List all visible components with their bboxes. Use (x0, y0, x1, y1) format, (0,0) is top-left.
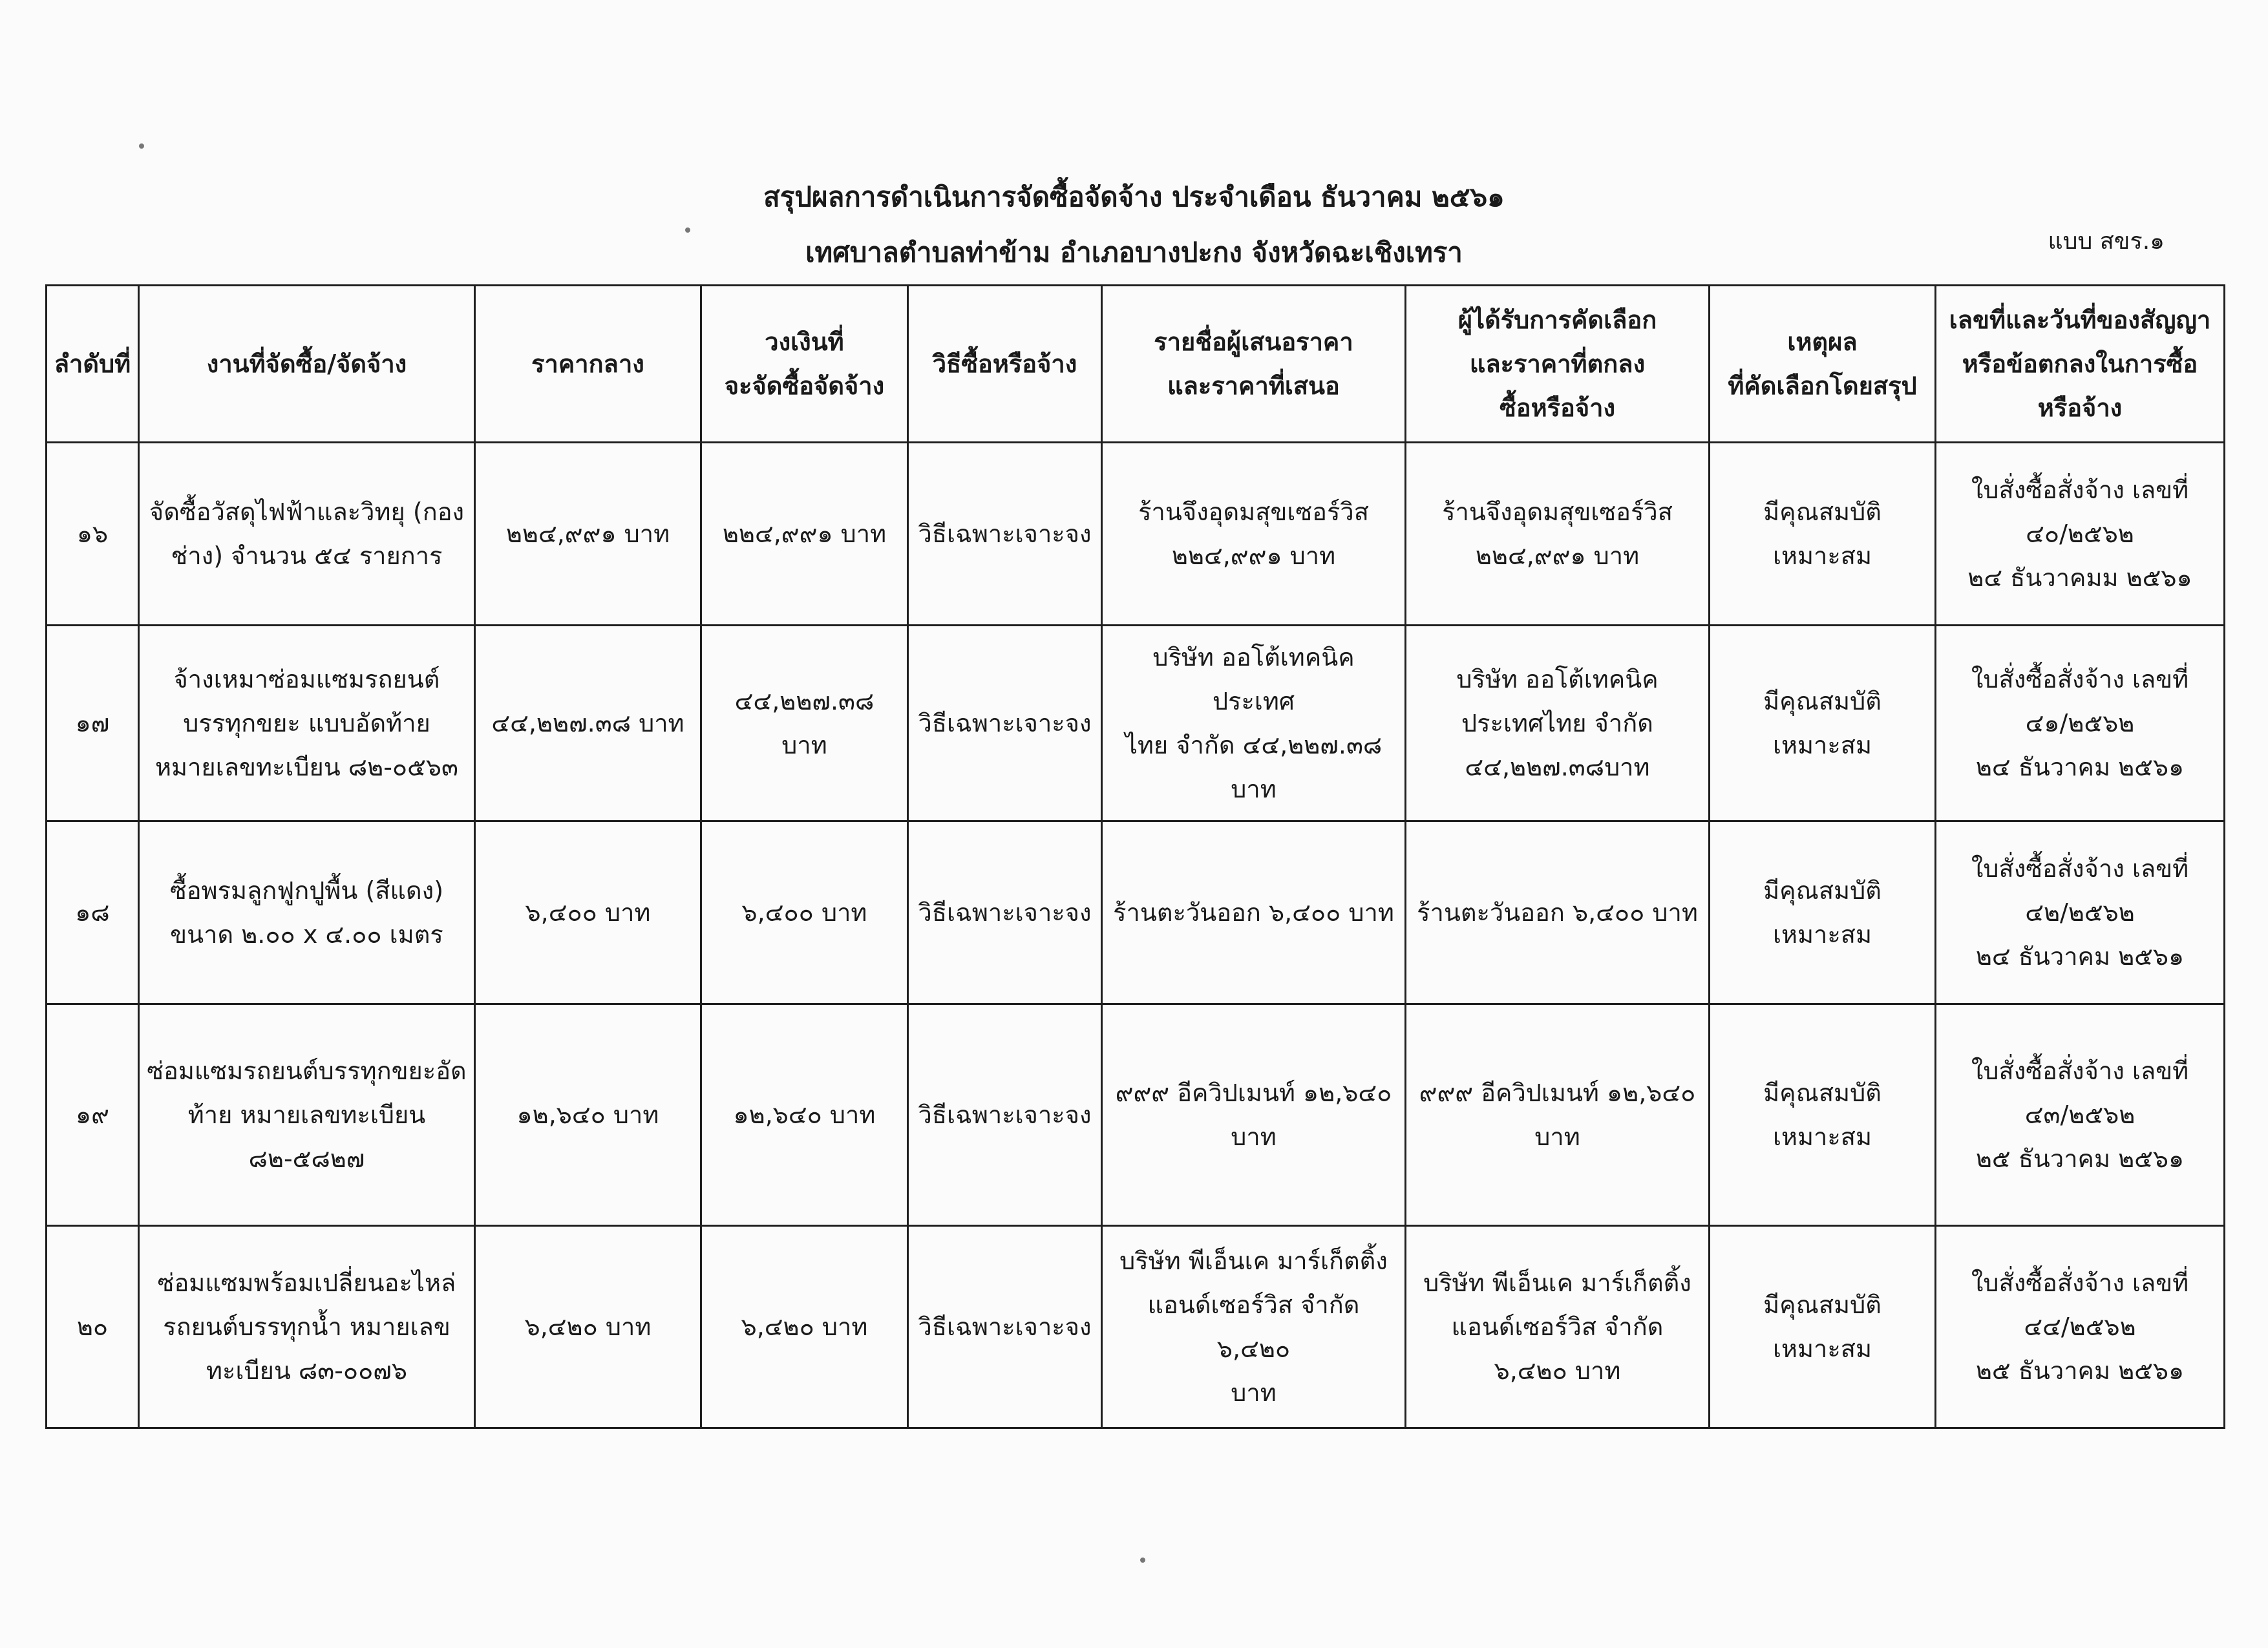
cell-bidders: ๙๙๙ อีควิปเมนท์ ๑๒,๖๔๐ บาท (1102, 1004, 1406, 1226)
cell-item: จัดซื้อวัสดุไฟฟ้าและวิทยุ (กอง ช่าง) จำนวน ๕๔ รายการ (139, 443, 475, 626)
cell-item: ซ่อมแซมพร้อมเปลี่ยนอะไหล่ รถยนต์บรรทุกน้ำ หมายเลข ทะเบียน ๘๓-๐๐๗๖ (139, 1226, 475, 1428)
cell-reason: มีคุณสมบัติ เหมาะสม (1710, 1004, 1936, 1226)
header-bidders: รายชื่อผู้เสนอราคา และราคาที่เสนอ (1102, 286, 1406, 443)
cell-winner: ๙๙๙ อีควิปเมนท์ ๑๒,๖๔๐ บาท (1406, 1004, 1710, 1226)
cell-no: ๑๙ (47, 1004, 139, 1226)
header-item: งานที่จัดซื้อ/จัดจ้าง (139, 286, 475, 443)
header-no: ลำดับที่ (47, 286, 139, 443)
cell-reason: มีคุณสมบัติ เหมาะสม (1710, 443, 1936, 626)
cell-bidders: ร้านจึงอุดมสุขเซอร์วิส ๒๒๔,๙๙๑ บาท (1102, 443, 1406, 626)
cell-item: ซื้อพรมลูกฟูกปูพื้น (สีแดง) ขนาด ๒.๐๐ x ๔.๐๐ เมตร (139, 821, 475, 1004)
cell-median-price: ๖,๔๐๐ บาท (475, 821, 701, 1004)
procurement-table (45, 284, 2225, 1429)
cell-budget: ๒๒๔,๙๙๑ บาท (701, 443, 908, 626)
header-median-price: ราคากลาง (475, 286, 701, 443)
scan-speck (139, 143, 144, 149)
cell-budget: ๑๒,๖๔๐ บาท (701, 1004, 908, 1226)
cell-contract: ใบสั่งซื้อสั่งจ้าง เลขที่ ๔๑/๒๕๖๒ ๒๔ ธันวาคม ๒๕๖๑ (1936, 626, 2225, 821)
cell-budget: ๖,๔๐๐ บาท (701, 821, 908, 1004)
cell-winner: บริษัท ออโต้เทคนิค ประเทศไทย จำกัด ๔๔,๒๒๗.๓๘บาท (1406, 626, 1710, 821)
cell-contract: ใบสั่งซื้อสั่งจ้าง เลขที่ ๔๓/๒๕๖๒ ๒๕ ธันวาคม ๒๕๖๑ (1936, 1004, 2225, 1226)
table-row (47, 626, 2225, 821)
cell-no: ๑๘ (47, 821, 139, 1004)
cell-median-price: ๖,๔๒๐ บาท (475, 1226, 701, 1428)
cell-bidders: บริษัท พีเอ็นเค มาร์เก็ตติ้ง แอนด์เซอร์วิส จำกัด ๖,๔๒๐ บาท (1102, 1226, 1406, 1428)
header-winner: ผู้ได้รับการคัดเลือก และราคาที่ตกลง ซื้อหรือจ้าง (1406, 286, 1710, 443)
scan-speck (1140, 1558, 1145, 1563)
cell-median-price: ๒๒๔,๙๙๑ บาท (475, 443, 701, 626)
cell-budget: ๔๔,๒๒๗.๓๘ บาท (701, 626, 908, 821)
form-code: แบบ สขร.๑ (2048, 228, 2165, 255)
header-method: วิธีซื้อหรือจ้าง (908, 286, 1102, 443)
cell-no: ๒๐ (47, 1226, 139, 1428)
table-row (47, 821, 2225, 1004)
cell-method: วิธีเฉพาะเจาะจง (908, 821, 1102, 1004)
cell-median-price: ๑๒,๖๔๐ บาท (475, 1004, 701, 1226)
header-contract: เลขที่และวันที่ของสัญญา หรือข้อตกลงในการซื้อ หรือจ้าง (1936, 286, 2225, 443)
page-subtitle: เทศบาลตำบลท่าข้าม อำเภอบางปะกง จังหวัดฉะเชิงเทรา (805, 237, 1463, 268)
cell-no: ๑๗ (47, 626, 139, 821)
table-row (47, 443, 2225, 626)
cell-reason: มีคุณสมบัติ เหมาะสม (1710, 1226, 1936, 1428)
page-title: สรุปผลการดำเนินการจัดซื้อจัดจ้าง ประจำเดือน ธันวาคม ๒๕๖๑ (763, 181, 1505, 213)
cell-budget: ๖,๔๒๐ บาท (701, 1226, 908, 1428)
cell-method: วิธีเฉพาะเจาะจง (908, 1226, 1102, 1428)
cell-median-price: ๔๔,๒๒๗.๓๘ บาท (475, 626, 701, 821)
cell-winner: ร้านจึงอุดมสุขเซอร์วิส ๒๒๔,๙๙๑ บาท (1406, 443, 1710, 626)
cell-method: วิธีเฉพาะเจาะจง (908, 1004, 1102, 1226)
cell-bidders: บริษัท ออโต้เทคนิค ประเทศ ไทย จำกัด ๔๔,๒๒๗.๓๘ บาท (1102, 626, 1406, 821)
table-row (47, 1226, 2225, 1428)
cell-method: วิธีเฉพาะเจาะจง (908, 443, 1102, 626)
cell-item: จ้างเหมาซ่อมแซมรถยนต์ บรรทุกขยะ แบบอัดท้าย หมายเลขทะเบียน ๘๒-๐๕๖๓ (139, 626, 475, 821)
cell-method: วิธีเฉพาะเจาะจง (908, 626, 1102, 821)
cell-winner: ร้านตะวันออก ๖,๔๐๐ บาท (1406, 821, 1710, 1004)
header-budget: วงเงินที่ จะจัดซื้อจัดจ้าง (701, 286, 908, 443)
cell-no: ๑๖ (47, 443, 139, 626)
scan-speck (685, 227, 690, 233)
cell-item: ซ่อมแซมรถยนต์บรรทุกขยะอัด ท้าย หมายเลขทะเบียน ๘๒-๕๘๒๗ (139, 1004, 475, 1226)
cell-contract: ใบสั่งซื้อสั่งจ้าง เลขที่ ๔๔/๒๕๖๒ ๒๕ ธันวาคม ๒๕๖๑ (1936, 1226, 2225, 1428)
cell-reason: มีคุณสมบัติ เหมาะสม (1710, 821, 1936, 1004)
cell-bidders: ร้านตะวันออก ๖,๔๐๐ บาท (1102, 821, 1406, 1004)
table-row (47, 1004, 2225, 1226)
header-reason: เหตุผล ที่คัดเลือกโดยสรุป (1710, 286, 1936, 443)
cell-contract: ใบสั่งซื้อสั่งจ้าง เลขที่ ๔๒/๒๕๖๒ ๒๔ ธันวาคม ๒๕๖๑ (1936, 821, 2225, 1004)
cell-contract: ใบสั่งซื้อสั่งจ้าง เลขที่ ๔๐/๒๕๖๒ ๒๔ ธันวาคมม ๒๕๖๑ (1936, 443, 2225, 626)
cell-reason: มีคุณสมบัติ เหมาะสม (1710, 626, 1936, 821)
table-header-row (47, 286, 2225, 443)
cell-winner: บริษัท พีเอ็นเค มาร์เก็ตติ้ง แอนด์เซอร์วิส จำกัด ๖,๔๒๐ บาท (1406, 1226, 1710, 1428)
